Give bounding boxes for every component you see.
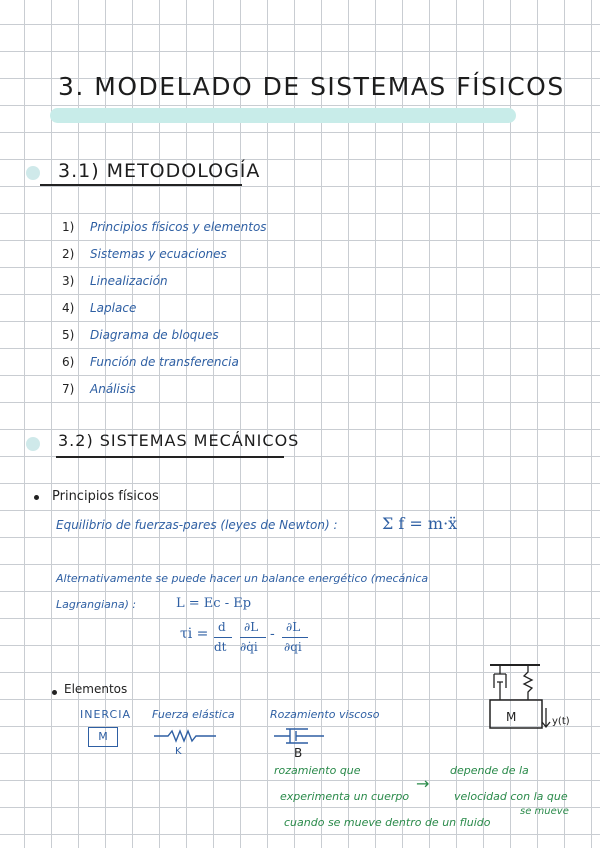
lagrange-minus: - bbox=[270, 626, 275, 642]
note-left-line-2: experimenta un cuerpo bbox=[280, 790, 410, 803]
damper-icon bbox=[274, 726, 338, 746]
lagrange-dq-1: ∂q̇i bbox=[240, 640, 258, 654]
lagrange-dt: dt bbox=[214, 640, 227, 654]
fraction-bar bbox=[282, 637, 308, 638]
title-highlight bbox=[50, 108, 516, 123]
fraction-bar bbox=[240, 637, 266, 638]
newton-equation: Σ f = m·ẍ bbox=[382, 514, 458, 533]
note-left-line-1: rozamiento que bbox=[274, 764, 361, 777]
inercia-label: INERCIA bbox=[80, 708, 131, 721]
note-left-line-3: cuando se mueve dentro de un fluido bbox=[284, 816, 491, 829]
rozamiento-label: Rozamiento viscoso bbox=[270, 708, 380, 721]
elastica-label: Fuerza elástica bbox=[152, 708, 235, 721]
lagrange-dq-2: ∂qi bbox=[284, 640, 302, 654]
bullet bbox=[52, 690, 57, 695]
section-2-underline bbox=[56, 456, 284, 458]
diagram-mass-label: M bbox=[506, 710, 517, 724]
note-arrow: → bbox=[416, 774, 430, 793]
lagrange-tau: τi = bbox=[180, 626, 209, 642]
principios-label: Principios físicos bbox=[52, 489, 159, 504]
note-right-line-3: se mueve bbox=[520, 806, 569, 817]
lagrange-dL-1: ∂L bbox=[244, 620, 259, 634]
lagrangian-equation: L = Ec - Ep bbox=[176, 596, 252, 611]
inertia-symbol: M bbox=[88, 727, 118, 747]
mass-spring-damper-diagram bbox=[484, 660, 584, 740]
elementos-label: Elementos bbox=[64, 682, 128, 696]
equilibrio-text: Equilibrio de fuerzas-pares (leyes de Newton) : bbox=[56, 518, 338, 532]
alternativa-line-2: Lagrangiana) : bbox=[56, 598, 137, 611]
spring-icon bbox=[154, 728, 216, 744]
spring-k-label: K bbox=[175, 746, 182, 757]
section-bullet bbox=[26, 166, 40, 180]
damper-b-label: B bbox=[294, 746, 303, 760]
fraction-bar bbox=[214, 637, 232, 638]
bullet bbox=[34, 495, 39, 500]
section-2-heading: 3.2) SISTEMAS MECÁNICOS bbox=[58, 431, 300, 450]
section-1-underline bbox=[40, 184, 242, 186]
section-bullet bbox=[26, 437, 40, 451]
section-1-heading: 3.1) METODOLOGÍA bbox=[58, 160, 261, 182]
note-right-line-2: velocidad con la que bbox=[454, 790, 568, 803]
note-right-line-1: depende de la bbox=[450, 764, 529, 777]
alternativa-line-1: Alternativamente se puede hacer un balance energético (mecánica bbox=[56, 572, 429, 585]
page-title: 3. MODELADO DE SISTEMAS FÍSICOS bbox=[58, 72, 565, 101]
lagrange-d: d bbox=[218, 620, 226, 634]
diagram-y-label: y(t) bbox=[552, 716, 570, 727]
lagrange-dL-2: ∂L bbox=[286, 620, 301, 634]
